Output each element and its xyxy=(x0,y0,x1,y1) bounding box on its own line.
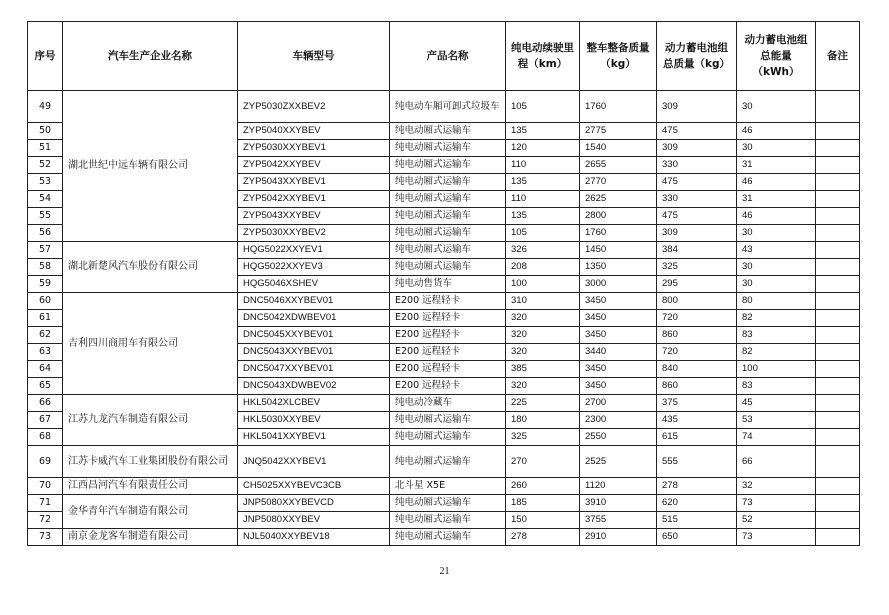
cell-battery-mass: 309 xyxy=(657,225,737,242)
cell-range: 185 xyxy=(506,495,580,512)
cell-battery-mass: 860 xyxy=(657,378,737,395)
cell-battery-energy: 73 xyxy=(737,529,816,546)
cell-product: 纯电动售货车 xyxy=(390,276,506,293)
cell-model: DNC5042XDWBEV01 xyxy=(238,310,390,327)
header-company: 汽车生产企业名称 xyxy=(63,22,238,91)
cell-range: 270 xyxy=(506,446,580,478)
cell-product: E200 远程轻卡 xyxy=(390,293,506,310)
cell-model: ZYP5030XXYBEV2 xyxy=(238,225,390,242)
cell-product: 纯电动厢式运输车 xyxy=(390,446,506,478)
cell-company: 吉利四川商用车有限公司 xyxy=(63,293,238,395)
cell-product: E200 远程轻卡 xyxy=(390,344,506,361)
cell-seq: 65 xyxy=(28,378,63,395)
header-note: 备注 xyxy=(816,22,860,91)
cell-mass: 3000 xyxy=(580,276,657,293)
cell-range: 325 xyxy=(506,429,580,446)
cell-product: E200 远程轻卡 xyxy=(390,361,506,378)
cell-note xyxy=(816,529,860,546)
cell-note xyxy=(816,412,860,429)
cell-note xyxy=(816,446,860,478)
table-row xyxy=(28,529,860,546)
cell-seq: 70 xyxy=(28,478,63,495)
cell-battery-energy: 82 xyxy=(737,310,816,327)
cell-battery-energy: 73 xyxy=(737,495,816,512)
cell-battery-mass: 325 xyxy=(657,259,737,276)
cell-range: 105 xyxy=(506,225,580,242)
cell-company: 南京金龙客车制造有限公司 xyxy=(63,529,238,546)
cell-note xyxy=(816,327,860,344)
cell-range: 110 xyxy=(506,157,580,174)
header-battery-energy: 动力蓄电池组总能量（kWh） xyxy=(737,22,816,91)
cell-mass: 2550 xyxy=(580,429,657,446)
cell-seq: 54 xyxy=(28,191,63,208)
header-battery-mass: 动力蓄电池组总质量（kg） xyxy=(657,22,737,91)
cell-mass: 2775 xyxy=(580,123,657,140)
cell-range: 225 xyxy=(506,395,580,412)
cell-mass: 2625 xyxy=(580,191,657,208)
cell-seq: 49 xyxy=(28,91,63,123)
cell-battery-energy: 30 xyxy=(737,276,816,293)
cell-note xyxy=(816,191,860,208)
cell-battery-mass: 515 xyxy=(657,512,737,529)
cell-battery-energy: 30 xyxy=(737,91,816,123)
cell-note xyxy=(816,225,860,242)
cell-seq: 56 xyxy=(28,225,63,242)
table-row xyxy=(28,395,860,412)
cell-model: CH5025XXYBEVC3CB xyxy=(238,478,390,495)
cell-model: DNC5046XXYBEV01 xyxy=(238,293,390,310)
cell-battery-mass: 309 xyxy=(657,91,737,123)
cell-product: 纯电动厢式运输车 xyxy=(390,512,506,529)
cell-seq: 52 xyxy=(28,157,63,174)
cell-note xyxy=(816,395,860,412)
cell-battery-mass: 475 xyxy=(657,174,737,191)
cell-battery-mass: 309 xyxy=(657,140,737,157)
cell-battery-energy: 100 xyxy=(737,361,816,378)
cell-mass: 1760 xyxy=(580,225,657,242)
cell-model: ZYP5040XXYBEV xyxy=(238,123,390,140)
cell-seq: 69 xyxy=(28,446,63,478)
cell-range: 320 xyxy=(506,310,580,327)
cell-product: 北斗星 X5E xyxy=(390,478,506,495)
cell-mass: 1120 xyxy=(580,478,657,495)
cell-range: 385 xyxy=(506,361,580,378)
cell-model: ZYP5030XXYBEV1 xyxy=(238,140,390,157)
table-row xyxy=(28,446,860,478)
cell-mass: 2525 xyxy=(580,446,657,478)
cell-product: 纯电动冷藏车 xyxy=(390,395,506,412)
cell-model: HQG5046XSHEV xyxy=(238,276,390,293)
cell-product: 纯电动厢式运输车 xyxy=(390,259,506,276)
cell-battery-energy: 30 xyxy=(737,259,816,276)
cell-seq: 63 xyxy=(28,344,63,361)
cell-range: 326 xyxy=(506,242,580,259)
cell-battery-mass: 720 xyxy=(657,310,737,327)
cell-battery-energy: 43 xyxy=(737,242,816,259)
cell-product: 纯电动厢式运输车 xyxy=(390,191,506,208)
cell-note xyxy=(816,157,860,174)
table-row xyxy=(28,478,860,495)
cell-battery-mass: 295 xyxy=(657,276,737,293)
cell-company: 湖北世纪中远车辆有限公司 xyxy=(63,91,238,242)
cell-product: 纯电动厢式运输车 xyxy=(390,140,506,157)
cell-note xyxy=(816,512,860,529)
cell-battery-mass: 384 xyxy=(657,242,737,259)
cell-note xyxy=(816,242,860,259)
cell-seq: 59 xyxy=(28,276,63,293)
table-row xyxy=(28,495,860,512)
cell-mass: 3910 xyxy=(580,495,657,512)
cell-note xyxy=(816,378,860,395)
cell-model: HQG5022XXYEV1 xyxy=(238,242,390,259)
header-range: 纯电动续驶里程（km） xyxy=(506,22,580,91)
header-mass: 整车整备质量（kg） xyxy=(580,22,657,91)
cell-model: DNC5045XXYBEV01 xyxy=(238,327,390,344)
table-row xyxy=(28,91,860,123)
cell-seq: 57 xyxy=(28,242,63,259)
cell-battery-energy: 74 xyxy=(737,429,816,446)
cell-mass: 3755 xyxy=(580,512,657,529)
cell-product: 纯电动厢式运输车 xyxy=(390,157,506,174)
cell-model: JNP5080XXYBEVCD xyxy=(238,495,390,512)
cell-model: ZYP5042XXYBEV xyxy=(238,157,390,174)
cell-range: 278 xyxy=(506,529,580,546)
cell-battery-energy: 82 xyxy=(737,344,816,361)
cell-seq: 55 xyxy=(28,208,63,225)
cell-seq: 72 xyxy=(28,512,63,529)
cell-company: 金华青年汽车制造有限公司 xyxy=(63,495,238,529)
vehicle-catalog-table xyxy=(27,21,860,546)
page-number: 21 xyxy=(439,566,450,577)
cell-mass: 2700 xyxy=(580,395,657,412)
cell-company: 江西昌河汽车有限责任公司 xyxy=(63,478,238,495)
cell-mass: 3450 xyxy=(580,310,657,327)
cell-note xyxy=(816,174,860,191)
cell-mass: 3450 xyxy=(580,293,657,310)
cell-product: E200 远程轻卡 xyxy=(390,310,506,327)
cell-product: 纯电动厢式运输车 xyxy=(390,429,506,446)
cell-battery-mass: 475 xyxy=(657,208,737,225)
cell-product: 纯电动厢式运输车 xyxy=(390,529,506,546)
cell-battery-energy: 52 xyxy=(737,512,816,529)
cell-seq: 61 xyxy=(28,310,63,327)
cell-company: 江苏九龙汽车制造有限公司 xyxy=(63,395,238,446)
cell-note xyxy=(816,310,860,327)
cell-mass: 2300 xyxy=(580,412,657,429)
cell-range: 180 xyxy=(506,412,580,429)
cell-battery-energy: 80 xyxy=(737,293,816,310)
cell-battery-energy: 32 xyxy=(737,478,816,495)
cell-model: ZYP5030ZXXBEV2 xyxy=(238,91,390,123)
cell-battery-mass: 860 xyxy=(657,327,737,344)
cell-range: 120 xyxy=(506,140,580,157)
cell-battery-energy: 46 xyxy=(737,208,816,225)
cell-seq: 53 xyxy=(28,174,63,191)
cell-model: HKL5042XLCBEV xyxy=(238,395,390,412)
cell-model: ZYP5043XXYBEV1 xyxy=(238,174,390,191)
cell-seq: 60 xyxy=(28,293,63,310)
cell-battery-energy: 30 xyxy=(737,225,816,242)
cell-mass: 3440 xyxy=(580,344,657,361)
cell-note xyxy=(816,140,860,157)
cell-mass: 3450 xyxy=(580,327,657,344)
cell-seq: 58 xyxy=(28,259,63,276)
cell-note xyxy=(816,293,860,310)
cell-seq: 50 xyxy=(28,123,63,140)
cell-range: 310 xyxy=(506,293,580,310)
cell-mass: 1450 xyxy=(580,242,657,259)
cell-product: 纯电动厢式运输车 xyxy=(390,174,506,191)
cell-mass: 2800 xyxy=(580,208,657,225)
cell-note xyxy=(816,91,860,123)
cell-seq: 64 xyxy=(28,361,63,378)
cell-product: 纯电动厢式运输车 xyxy=(390,208,506,225)
cell-seq: 51 xyxy=(28,140,63,157)
cell-product: 纯电动厢式运输车 xyxy=(390,495,506,512)
cell-battery-mass: 615 xyxy=(657,429,737,446)
cell-note xyxy=(816,344,860,361)
cell-model: ZYP5042XXYBEV1 xyxy=(238,191,390,208)
cell-battery-mass: 330 xyxy=(657,157,737,174)
cell-model: JNQ5042XXYBEV1 xyxy=(238,446,390,478)
cell-battery-energy: 31 xyxy=(737,157,816,174)
cell-battery-mass: 650 xyxy=(657,529,737,546)
cell-seq: 67 xyxy=(28,412,63,429)
table-row xyxy=(28,293,860,310)
cell-battery-mass: 375 xyxy=(657,395,737,412)
header-seq: 序号 xyxy=(28,22,63,91)
cell-seq: 73 xyxy=(28,529,63,546)
cell-range: 135 xyxy=(506,208,580,225)
cell-seq: 68 xyxy=(28,429,63,446)
cell-note xyxy=(816,495,860,512)
cell-range: 135 xyxy=(506,123,580,140)
cell-model: DNC5043XDWBEV02 xyxy=(238,378,390,395)
cell-mass: 2910 xyxy=(580,529,657,546)
header-row xyxy=(28,22,860,91)
cell-range: 320 xyxy=(506,327,580,344)
cell-mass: 3450 xyxy=(580,378,657,395)
cell-mass: 3450 xyxy=(580,361,657,378)
cell-mass: 2770 xyxy=(580,174,657,191)
cell-range: 260 xyxy=(506,478,580,495)
cell-model: HKL5041XXYBEV1 xyxy=(238,429,390,446)
cell-battery-energy: 31 xyxy=(737,191,816,208)
cell-product: E200 远程轻卡 xyxy=(390,327,506,344)
cell-battery-mass: 800 xyxy=(657,293,737,310)
cell-range: 150 xyxy=(506,512,580,529)
cell-range: 135 xyxy=(506,174,580,191)
table-row xyxy=(28,242,860,259)
cell-battery-energy: 66 xyxy=(737,446,816,478)
cell-battery-mass: 555 xyxy=(657,446,737,478)
cell-battery-energy: 53 xyxy=(737,412,816,429)
cell-model: DNC5043XXYBEV01 xyxy=(238,344,390,361)
cell-model: DNC5047XXYBEV01 xyxy=(238,361,390,378)
cell-model: ZYP5043XXYBEV xyxy=(238,208,390,225)
cell-battery-mass: 435 xyxy=(657,412,737,429)
cell-seq: 66 xyxy=(28,395,63,412)
cell-battery-mass: 720 xyxy=(657,344,737,361)
cell-battery-mass: 330 xyxy=(657,191,737,208)
cell-seq: 62 xyxy=(28,327,63,344)
cell-range: 110 xyxy=(506,191,580,208)
cell-note xyxy=(816,276,860,293)
cell-battery-energy: 83 xyxy=(737,327,816,344)
cell-note xyxy=(816,429,860,446)
cell-model: HQG5022XXYEV3 xyxy=(238,259,390,276)
cell-mass: 1540 xyxy=(580,140,657,157)
cell-battery-mass: 840 xyxy=(657,361,737,378)
cell-product: 纯电动厢式运输车 xyxy=(390,123,506,140)
cell-product: 纯电动厢式运输车 xyxy=(390,225,506,242)
cell-range: 100 xyxy=(506,276,580,293)
header-model: 车辆型号 xyxy=(238,22,390,91)
cell-company: 江苏卡威汽车工业集团股份有限公司 xyxy=(63,446,238,478)
header-product: 产品名称 xyxy=(390,22,506,91)
cell-product: 纯电动厢式运输车 xyxy=(390,412,506,429)
cell-range: 320 xyxy=(506,344,580,361)
cell-seq: 71 xyxy=(28,495,63,512)
cell-mass: 1760 xyxy=(580,91,657,123)
cell-battery-energy: 45 xyxy=(737,395,816,412)
cell-range: 105 xyxy=(506,91,580,123)
cell-product: 纯电动厢式运输车 xyxy=(390,242,506,259)
cell-battery-energy: 30 xyxy=(737,140,816,157)
cell-mass: 1350 xyxy=(580,259,657,276)
cell-note xyxy=(816,123,860,140)
cell-note xyxy=(816,208,860,225)
cell-battery-mass: 475 xyxy=(657,123,737,140)
cell-mass: 2655 xyxy=(580,157,657,174)
cell-battery-mass: 278 xyxy=(657,478,737,495)
cell-model: HKL5030XXYBEV xyxy=(238,412,390,429)
cell-battery-mass: 620 xyxy=(657,495,737,512)
cell-note xyxy=(816,361,860,378)
cell-range: 208 xyxy=(506,259,580,276)
cell-model: NJL5040XXYBEV18 xyxy=(238,529,390,546)
cell-range: 320 xyxy=(506,378,580,395)
cell-note xyxy=(816,478,860,495)
cell-battery-energy: 46 xyxy=(737,174,816,191)
cell-model: JNP5080XXYBEV xyxy=(238,512,390,529)
cell-company: 湖北新楚风汽车股份有限公司 xyxy=(63,242,238,293)
cell-battery-energy: 46 xyxy=(737,123,816,140)
cell-product: 纯电动车厢可卸式垃圾车 xyxy=(390,91,506,123)
cell-battery-energy: 83 xyxy=(737,378,816,395)
cell-note xyxy=(816,259,860,276)
cell-product: E200 远程轻卡 xyxy=(390,378,506,395)
